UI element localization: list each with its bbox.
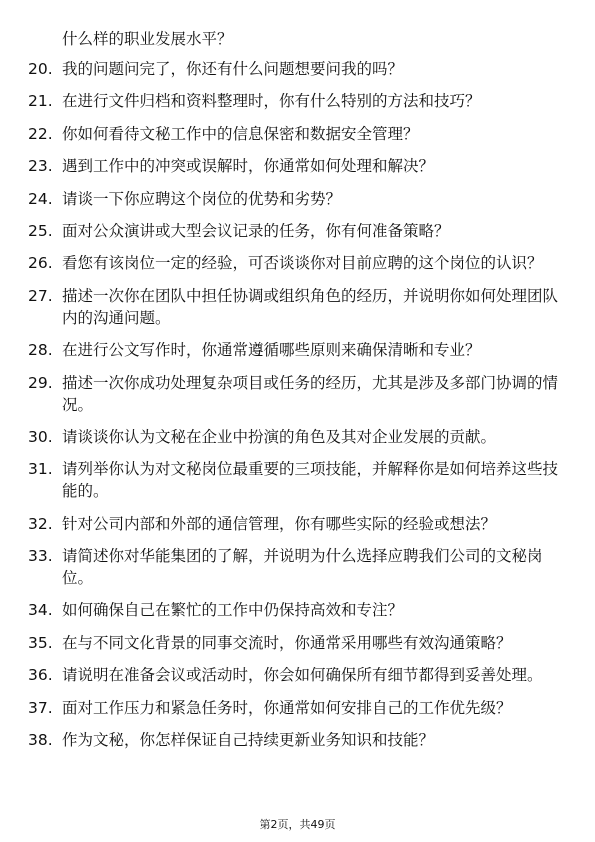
item-text: 遇到工作中的冲突或误解时，你通常如何处理和解决？ (62, 157, 435, 176)
item-text: 请说明在准备会议或活动时，你会如何确保所有细节都得到妥善处理。 (62, 666, 543, 685)
list-item (28, 545, 568, 589)
page-footer: 第2页，共49页 (259, 818, 336, 831)
item-text: 你如何看待文秘工作中的信息保密和数据安全管理？ (62, 124, 419, 143)
item-number: 28. (28, 341, 53, 360)
continued-question-text: 什么样的职业发展水平？ (62, 30, 233, 48)
item-number: 25. (28, 221, 53, 240)
list-item (28, 426, 568, 448)
list-item (28, 697, 568, 719)
list-item (28, 339, 568, 361)
item-text: 我的问题问完了，你还有什么问题想要问我的吗？ (62, 60, 404, 78)
list-item (28, 458, 568, 502)
item-number: 32. (28, 514, 53, 533)
item-number: 33. (28, 547, 53, 566)
item-number: 27. (28, 286, 53, 305)
item-text: 如何确保自己在繁忙的工作中仍保持高效和专注？ (62, 601, 404, 620)
item-number: 29. (28, 373, 53, 392)
item-number: 24. (28, 189, 53, 208)
list-item (28, 599, 568, 621)
list-item (28, 252, 568, 274)
item-number: 37. (28, 698, 53, 717)
item-number: 36. (28, 666, 53, 685)
item-text: 在与不同文化背景的同事交流时，你通常采用哪些有效沟通策略？ (62, 633, 512, 652)
list-item (28, 372, 568, 416)
item-number: 35. (28, 633, 53, 652)
list-item (28, 285, 568, 329)
list-item (28, 632, 568, 654)
item-number: 26. (28, 254, 53, 273)
item-number: 20. (28, 60, 53, 78)
item-text: 看您有该岗位一定的经验，可否谈谈你对目前应聘的这个岗位的认识？ (62, 254, 543, 273)
list-item (28, 220, 568, 242)
list-item (28, 729, 568, 751)
item-text: 在进行文件归档和资料整理时，你有什么特别的方法和技巧？ (62, 92, 481, 111)
item-text: 面对公众演讲或大型会议记录的任务，你有何准备策略？ (62, 221, 450, 240)
item-text: 请简述你对华能集团的了解，并说明为什么选择应聘我们公司的文秘岗位。 (62, 547, 543, 588)
item-text: 请谈谈你认为文秘在企业中扮演的角色及其对企业发展的贡献。 (62, 427, 497, 446)
item-text: 描述一次你在团队中担任协调或组织角色的经历，并说明你如何处理团队内的沟通问题。 (62, 286, 559, 327)
item-number: 38. (28, 731, 53, 750)
item-text: 请列举你认为对文秘岗位最重要的三项技能，并解释你是如何培养这些技能的。 (62, 460, 559, 501)
item-number: 31. (28, 460, 53, 479)
item-number: 30. (28, 427, 53, 446)
item-text: 作为文秘，你怎样保证自己持续更新业务知识和技能？ (62, 731, 435, 750)
list-item (28, 58, 568, 80)
question-list (28, 58, 568, 761)
list-item (28, 123, 568, 145)
item-text: 在进行公文写作时，你通常遵循哪些原则来确保清晰和专业？ (62, 341, 481, 360)
item-number: 22. (28, 124, 53, 143)
item-number: 21. (28, 92, 53, 111)
list-item (28, 664, 568, 686)
item-text: 描述一次你成功处理复杂项目或任务的经历，尤其是涉及多部门协调的情况。 (62, 373, 559, 414)
list-item (28, 188, 568, 210)
item-number: 23. (28, 157, 53, 176)
list-item (28, 155, 568, 177)
item-text: 面对工作压力和紧急任务时，你通常如何安排自己的工作优先级？ (62, 698, 512, 717)
list-item (28, 513, 568, 535)
item-text: 针对公司内部和外部的通信管理，你有哪些实际的经验或想法？ (62, 514, 497, 533)
list-item (28, 90, 568, 112)
item-text: 请谈一下你应聘这个岗位的优势和劣势？ (62, 189, 342, 208)
item-number: 34. (28, 601, 53, 620)
